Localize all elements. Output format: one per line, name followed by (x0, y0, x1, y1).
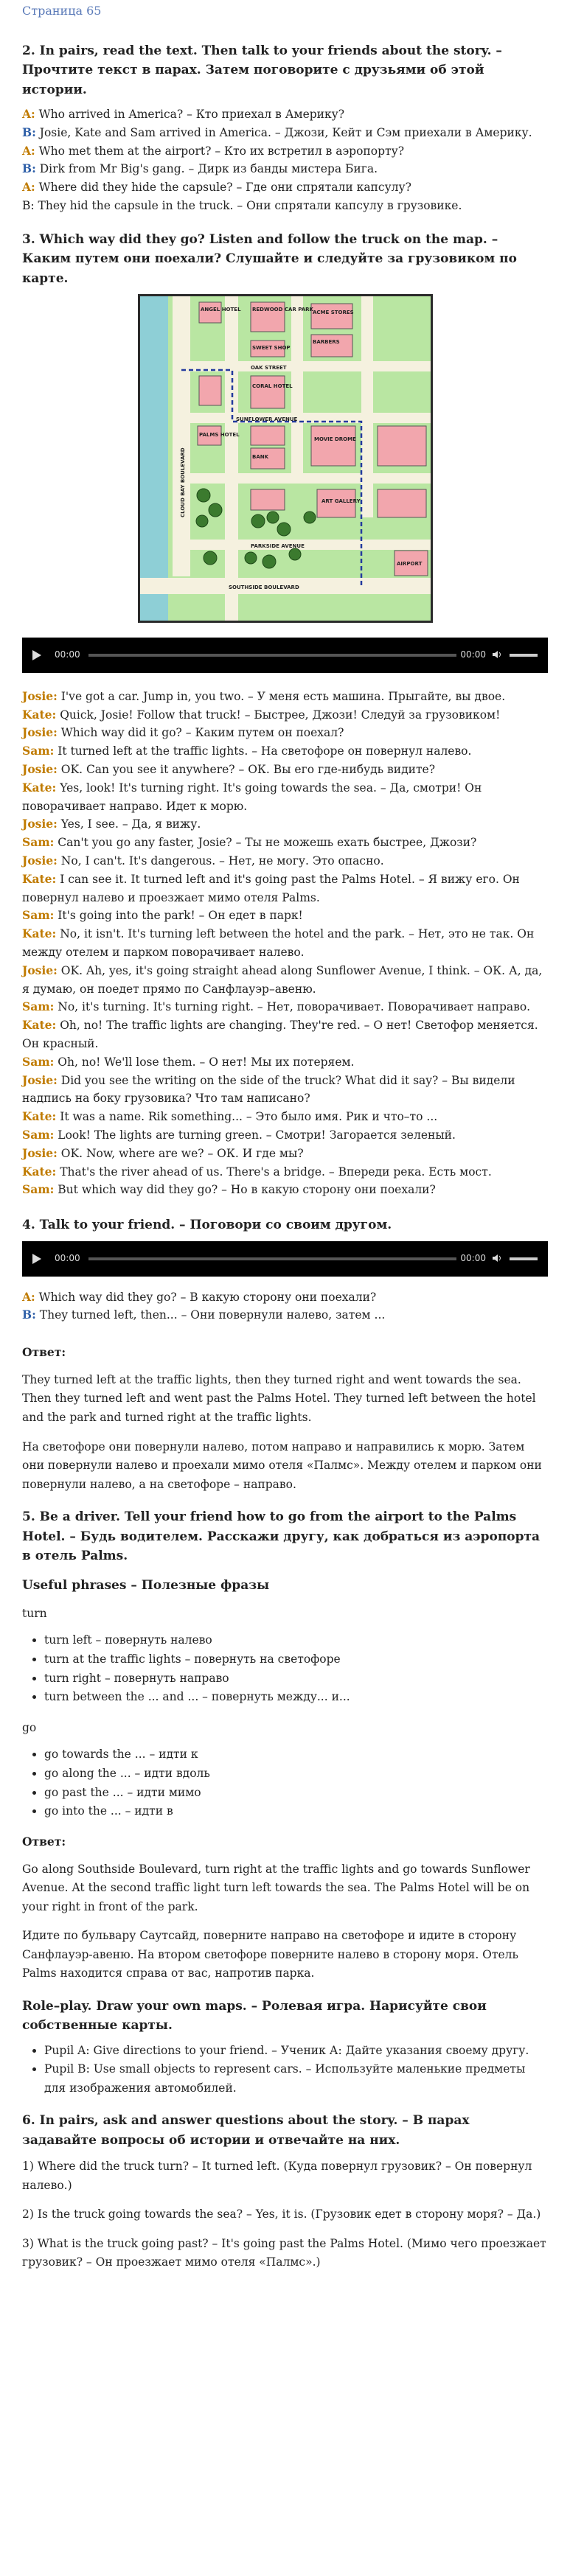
dialogue-line: Josie: Did you see the writing on the side of the truck? What did it say? – Вы видели надпись на боку грузовика? Что там написано? (22, 1072, 515, 1106)
dialogue-line: B: Josie, Kate and Sam arrived in America. – Джози, Кейт и Сэм приехали в Америку. (22, 125, 532, 139)
dialogue-line: Sam: No, it's turning. It's turning right. – Нет, поворачивает. Поворачивает направо. (22, 999, 531, 1014)
qa-item: 3) What is the truck going past? – It's going past the Palms Hotel. (Мимо чего проезжает грузовик? – Он проезжает мимо отеля «Палмс».) (22, 2236, 546, 2269)
volume-icon[interactable] (492, 1253, 502, 1263)
map-label-oak-street: OAK STREET (250, 364, 287, 371)
list-item: • Pupil A: Give directions to your friend. – Ученик А: Дайте указания своему другу. (44, 2042, 548, 2061)
qa-item: 2) Is the truck going towards the sea? – Yes, it is. (Грузовик едет в сторону моря? – Да.) (22, 2207, 541, 2221)
play-icon[interactable] (32, 650, 41, 660)
dialogue-line: B: They turned left, then... – Они повернули налево, затем ... (22, 1308, 386, 1322)
turn-phrase-list (22, 1631, 548, 1706)
task-3-dialogue (22, 688, 548, 1199)
dialogue-line: Kate: Oh, no! The traffic lights are changing. They're red. – О нет! Светофор меняется. Он красный. (22, 1018, 538, 1050)
map-label-acme-stores: ACME STORES (312, 309, 354, 315)
task-5-heading: 5. Be a driver. Tell your friend how to go from the airport to the Palms Hotel. – Будь водителем. Расскажи другу, как добраться из аэропорта в отель Palms. (22, 1509, 541, 1563)
map-label-southside-boulevard: SOUTHSIDE BOULEVARD (228, 584, 299, 590)
go-label: go (22, 1720, 37, 1734)
dialogue-line: Josie: No, I can't. It's dangerous. – Нет, не могу. Это опасно. (22, 854, 384, 868)
map-label-sunflower-avenue: SUNFLOWER AVENUE (235, 416, 297, 422)
map-label-cloud-bay-boulevard: CLOUD BAY BOULEVARD (179, 447, 186, 517)
dialogue-line: Sam: Look! The lights are turning green. – Смотри! Загорается зеленый. (22, 1127, 456, 1142)
dialogue-line: Josie: I've got a car. Jump in, you two. – У меня есть машина. Прыгайте, вы двое. (22, 688, 506, 703)
answer-english: They turned left at the traffic lights, then they turned right and went towards the sea. Then they turned left and went past the Palms Hotel. They turned left between the hotel and the park and turned right at the traffic lights. (22, 1372, 536, 1425)
map-label-movie-drome: MOVIE DROME (313, 436, 356, 442)
audio-duration: 00:00 (460, 1252, 486, 1263)
audio-seek-bar[interactable] (88, 1257, 456, 1260)
dialogue-line: Josie: Which way did it go? – Каким путем он поехал? (22, 725, 344, 740)
roleplay-list (22, 2042, 548, 2098)
play-icon[interactable] (32, 1254, 41, 1264)
map-label-airport: AIRPORT (396, 560, 422, 567)
audio-player (22, 638, 548, 673)
audio-player (22, 1241, 548, 1277)
audio-current-time: 00:00 (55, 1252, 80, 1263)
list-item: • Pupil B: Use small objects to represent cars. – Используйте маленькие предметы для изображения автомобилей. (44, 2060, 548, 2098)
map-label-angel-hotel: ANGEL HOTEL (200, 306, 241, 313)
dialogue-line: Sam: It turned left at the traffic lights. – На светофоре он повернул налево. (22, 744, 472, 758)
volume-icon[interactable] (492, 649, 502, 660)
dialogue-line: Kate: Yes, look! It's turning right. It's going towards the sea. – Да, смотри! Он поворачивает направо. Идет к морю. (22, 780, 482, 813)
list-item: • turn between the ... and ... – повернуть между... и... (44, 1688, 548, 1707)
dialogue-line: Josie: OK. Ah, yes, it's going straight ahead along Sunflower Avenue, I think. – ОК. А, да, я думаю, он поедет прямо по Санфлауэр–авеню. (22, 963, 543, 996)
task-4-dialogue (22, 1288, 548, 1325)
list-item: • go past the ... – идти мимо (44, 1784, 548, 1803)
dialogue-line: Kate: That's the river ahead of us. There's a bridge. – Впереди река. Есть мост. (22, 1164, 492, 1179)
dialogue-line: A: Who met them at the airport? – Кто их встретил в аэропорту? (22, 143, 405, 158)
task-6-heading: 6. In pairs, ask and answer questions about the story. – В парах задавайте вопросы об истории и отвечайте на них. (22, 2113, 470, 2148)
dialogue-line: B: They hid the capsule in the truck. – Они спрятали капсулу в грузовике. (22, 199, 462, 213)
map-label-barbers: BARBERS (312, 338, 340, 345)
dialogue-line: Sam: It's going into the park! – Он едет в парк! (22, 908, 303, 923)
dialogue-line: Kate: Quick, Josie! Follow that truck! – Быстрее, Джози! Следуй за грузовиком! (22, 707, 501, 722)
qa-item: 1) Where did the truck turn? – It turned left. (Куда повернул грузовик? – Он повернул налево.) (22, 2159, 532, 2192)
dialogue-line: Sam: Oh, no! We'll lose them. – О нет! Мы их потеряем. (22, 1054, 355, 1069)
map-label-bank: BANK (251, 453, 268, 460)
task-3-heading: 3. Which way did they go? Listen and follow the truck on the map. – Каким путем они поехали? Слушайте и следуйте за грузовиком по карте. (22, 231, 517, 286)
map-label-redwood-car-park: REDWOOD CAR PARK (251, 306, 313, 313)
dialogue-line: Josie: Yes, I see. – Да, я вижу. (22, 817, 201, 831)
task-4-heading: 4. Talk to your friend. – Поговори со своим другом. (22, 1218, 392, 1233)
list-item: • turn right – повернуть направо (44, 1669, 548, 1689)
audio-duration: 00:00 (460, 649, 486, 660)
town-map (138, 294, 433, 623)
volume-slider[interactable] (510, 654, 538, 657)
map-label-parkside-avenue: PARKSIDE AVENUE (250, 542, 305, 549)
list-item: • turn at the traffic lights – повернуть на светофоре (44, 1650, 548, 1669)
list-item: • turn left – повернуть налево (44, 1631, 548, 1650)
dialogue-line: A: Who arrived in America? – Кто приехал в Америку? (22, 107, 345, 122)
turn-label: turn (22, 1606, 47, 1620)
answer-russian: На светофоре они повернули налево, потом направо и направились к морю. Затем они повернули налево и проехали мимо отеля «Палмс». Между отелем и парком они повернули налево, а на светофоре – направо. (22, 1439, 542, 1491)
answer-label: Ответ: (22, 1834, 66, 1849)
list-item: • go towards the ... – идти к (44, 1745, 548, 1765)
dialogue-line: A: Where did they hide the capsule? – Где они спрятали капсулу? (22, 180, 411, 195)
dialogue-line: Kate: It was a name. Rik something... – Это было имя. Рик и что–то ... (22, 1109, 438, 1124)
map-label-art-gallery: ART GALLERY (321, 498, 361, 504)
dialogue-line: Josie: OK. Now, where are we? – ОК. И где мы? (22, 1145, 304, 1160)
audio-seek-bar[interactable] (88, 654, 456, 657)
go-phrase-list (22, 1745, 548, 1821)
answer-english: Go along Southside Boulevard, turn right at the traffic lights and go towards Sunflower Avenue. At the second traffic light turn left towards the sea. The Palms Hotel will be on your right in front of the park. (22, 1862, 530, 1913)
list-item: • go along the ... – идти вдоль (44, 1765, 548, 1784)
dialogue-line: A: Which way did they go? – В какую сторону они поехали? (22, 1289, 377, 1304)
roleplay-heading: Role–play. Draw your own maps. – Ролевая игра. Нарисуйте свои собственные карты. (22, 1998, 487, 2034)
answer-label: Ответ: (22, 1345, 66, 1360)
dialogue-line: Kate: I can see it. It turned left and it's going past the Palms Hotel. – Я вижу его. Он повернул налево и проезжает мимо отеля Palms. (22, 871, 520, 904)
page-number-label: Страница 65 (22, 4, 102, 18)
dialogue-line: Sam: Can't you go any faster, Josie? – Ты не можешь ехать быстрее, Джози? (22, 835, 477, 850)
audio-current-time: 00:00 (55, 649, 80, 660)
dialogue-line: B: Dirk from Mr Big's gang. – Дирк из банды мистера Бига. (22, 161, 378, 176)
answer-russian: Идите по бульвару Саутсайд, поверните направо на светофоре и идите в сторону Санфлауэр-авеню. На втором светофоре поверните налево в сторону моря. Отель Palms находится справа от вас, напротив парка. (22, 1929, 518, 1980)
map-label-palms-hotel: PALMS HOTEL (198, 431, 240, 438)
list-item: • go into the ... – идти в (44, 1802, 548, 1821)
dialogue-line: Kate: No, it isn't. It's turning left between the hotel and the park. – Нет, это не так. Он между отелем и парком поворачивает налево. (22, 926, 535, 959)
map-label-sweet-shop: SWEET SHOP (251, 344, 291, 351)
task-2-dialogue (22, 105, 548, 215)
task-2-heading: 2. In pairs, read the text. Then talk to your friends about the story. – Прочтите текст в парах. Затем поговорите с друзьями об этой истории. (22, 43, 502, 97)
dialogue-line: Josie: OK. Can you see it anywhere? – ОК. Вы его где-нибудь видите? (22, 762, 436, 777)
dialogue-line: Sam: But which way did they go? – Но в какую сторону они поехали? (22, 1182, 436, 1197)
map-label-coral-hotel: CORAL HOTEL (251, 383, 293, 389)
volume-slider[interactable] (510, 1257, 538, 1260)
useful-phrases-heading: Useful phrases – Полезные фразы (22, 1578, 270, 1594)
